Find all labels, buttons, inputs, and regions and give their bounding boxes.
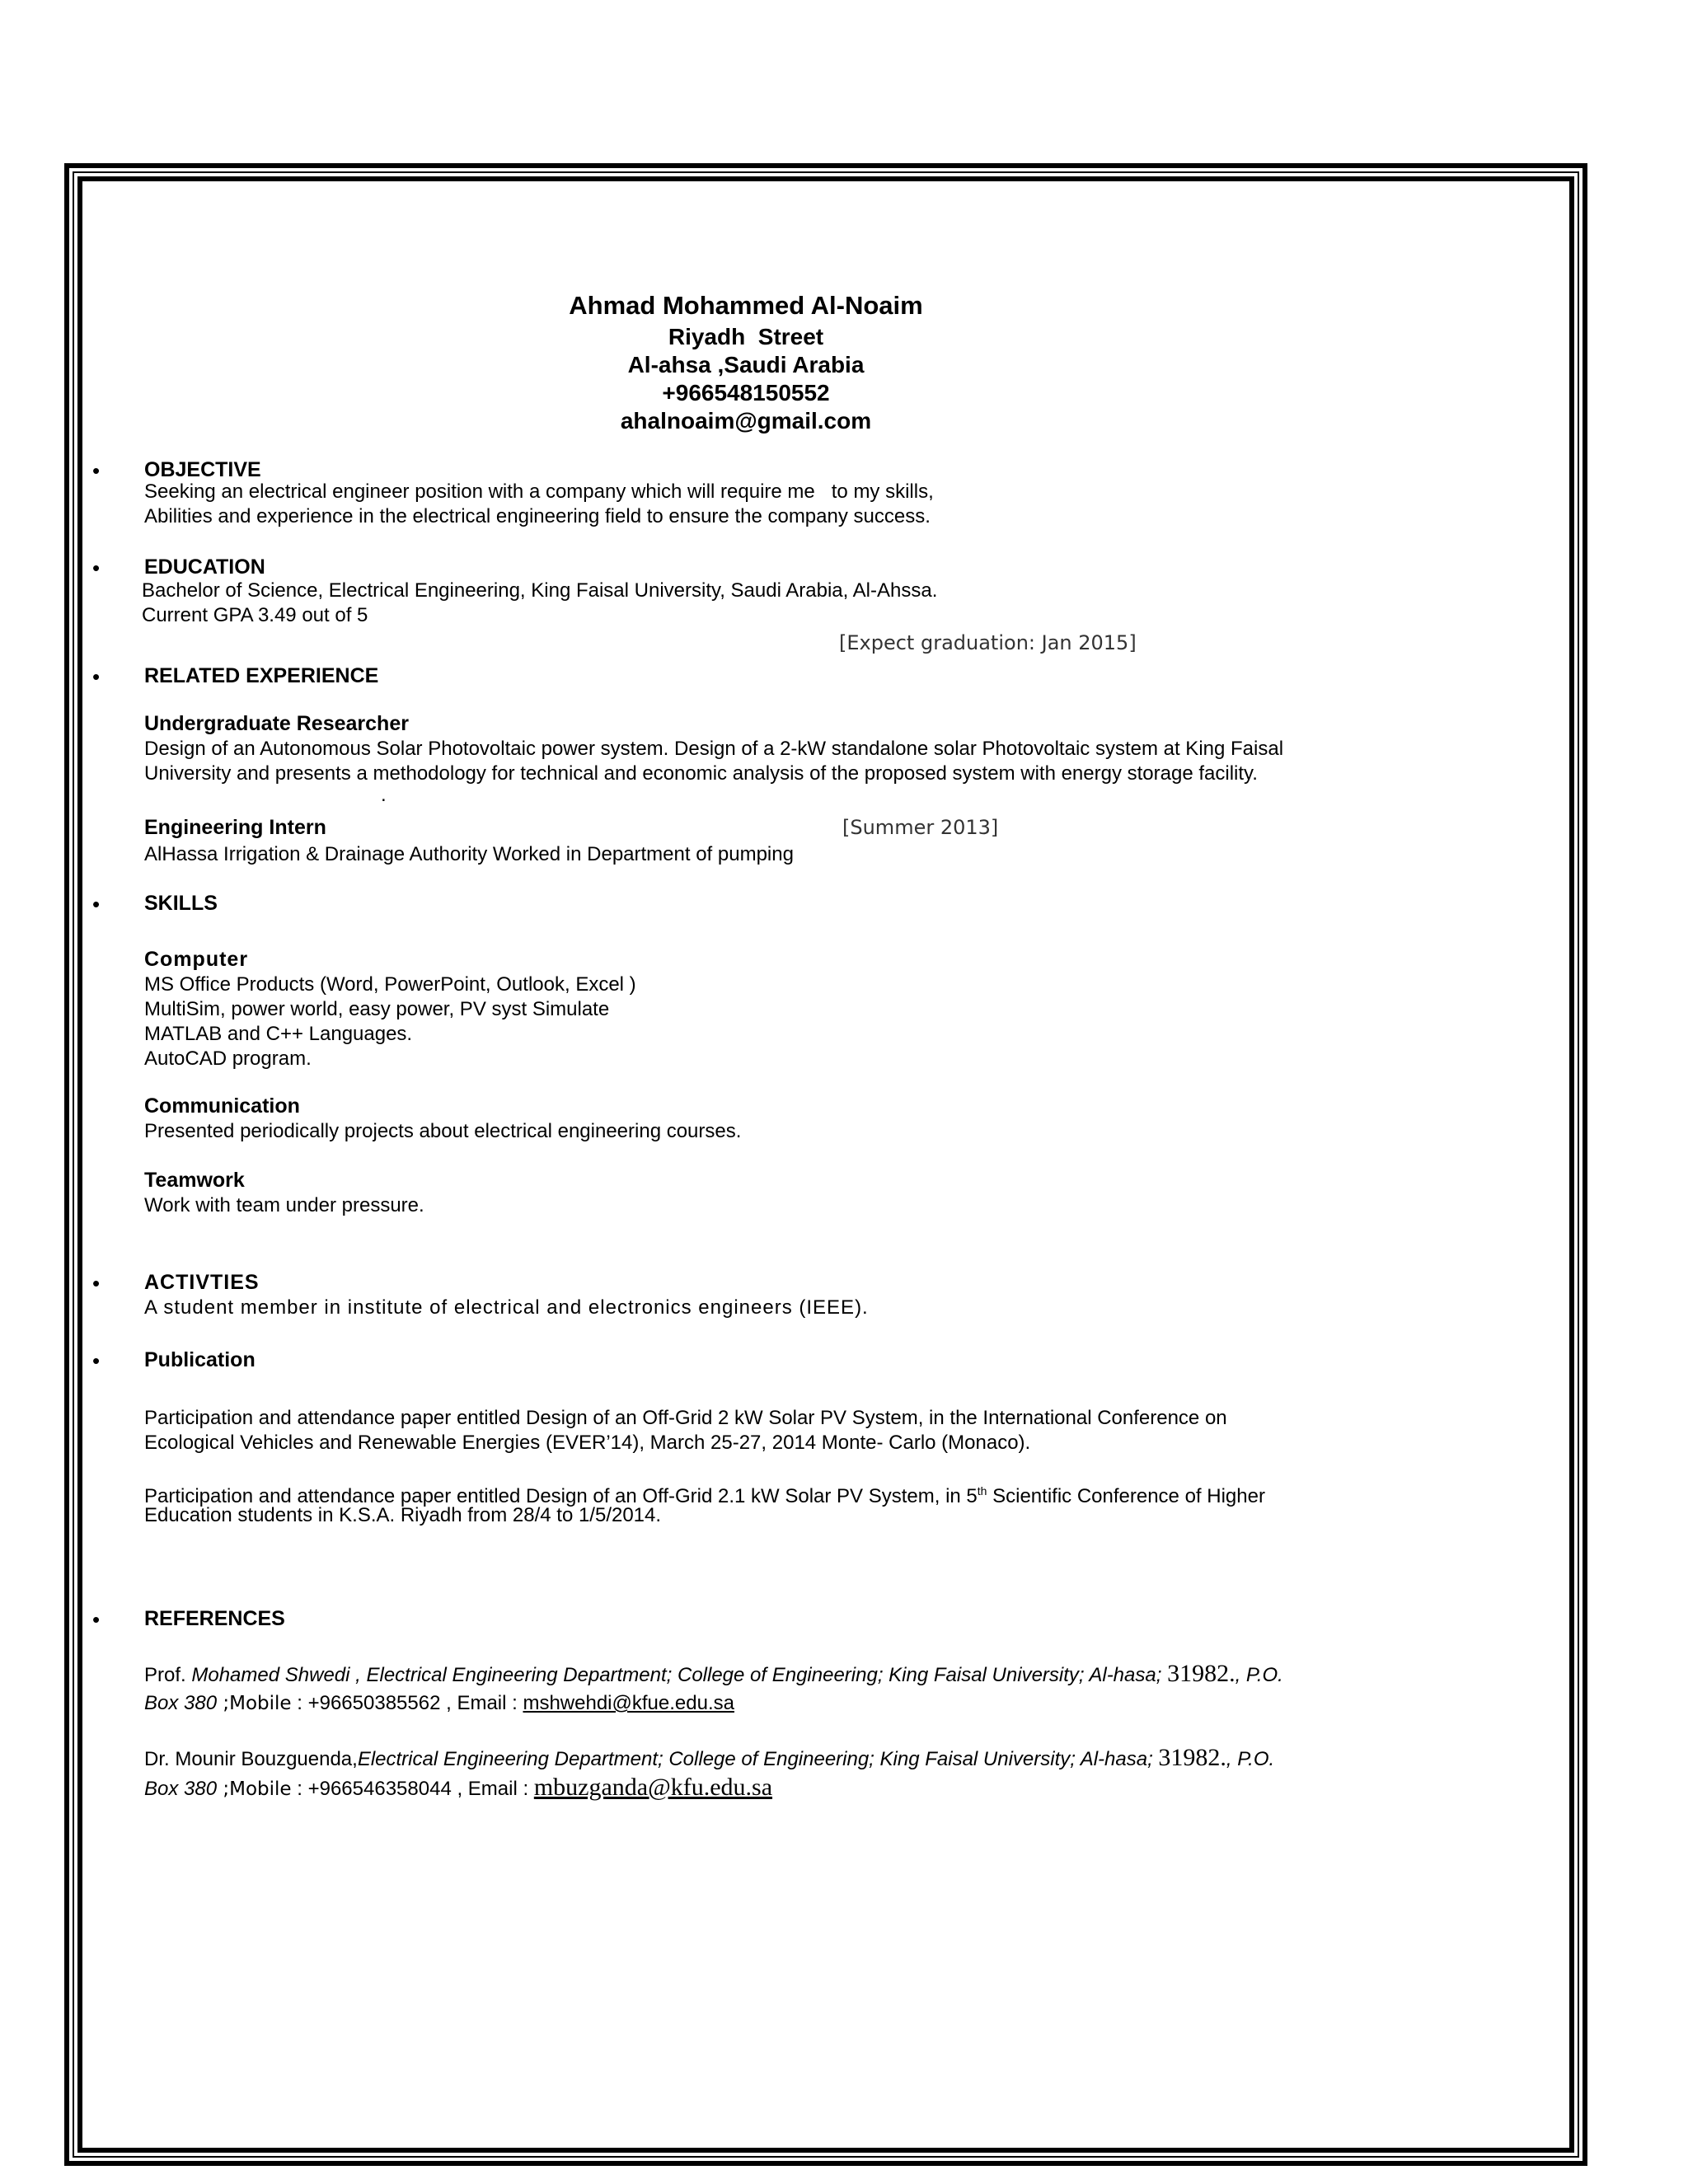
reference-1-mobile-label: ;Mobile — [217, 1693, 292, 1714]
bullet-activities: • — [92, 1271, 101, 1296]
heading-references: REFERENCES — [144, 1607, 285, 1630]
reference-2-mobile-label: ;Mobile — [217, 1779, 292, 1800]
education-degree: Bachelor of Science, Electrical Engineering, King Faisal University, Saudi Arabia, Al-Ahssa. — [142, 579, 938, 602]
education-gpa: Current GPA 3.49 out of 5 — [142, 604, 368, 626]
heading-activities: ACTIVTIES — [144, 1271, 260, 1294]
computer-item-2: MultiSim, power world, easy power, PV syst Simulate — [144, 998, 610, 1020]
publication-2-line-2: Education students in K.S.A. Riyadh from 28/4 to 1/5/2014. — [144, 1504, 662, 1526]
reference-1-prefix: Prof. — [144, 1664, 192, 1686]
page-border-inner — [77, 176, 1574, 2153]
reference-1-line-1 — [144, 1661, 1283, 1688]
researcher-line-1: Design of an Autonomous Solar Photovoltaic power system. Design of a 2-kW standalone solar Photovoltaic system at King Faisal — [144, 738, 1284, 760]
objective-line-2: Abilities and experience in the electrical engineering field to ensure the company success. — [144, 505, 931, 527]
reference-2-line-1 — [144, 1746, 1274, 1772]
computer-item-4: AutoCAD program. — [144, 1047, 312, 1070]
resume-header — [478, 288, 1014, 435]
researcher-line-2: University and presents a methodology for technical and economic analysis of the proposed system with energy storage facility. — [144, 762, 1258, 785]
reference-1-box: Box 380 — [144, 1692, 218, 1714]
reference-1-dept: , Electrical Engineering Department; College of Engineering; King Faisal University; Al-hasa; — [349, 1664, 1168, 1686]
publication-1-line-2: Ecological Vehicles and Renewable Energies (EVER’14), March 25-27, 2014 Monte- Carlo (Monaco). — [144, 1432, 1031, 1454]
reference-2-prefix: Dr. Mounir Bouzguenda, — [144, 1748, 358, 1770]
heading-education: EDUCATION — [144, 555, 265, 579]
phone-number: +966548150552 — [662, 380, 830, 405]
reference-2-mobile: : +966546358044 , Email : — [291, 1778, 534, 1800]
heading-objective: OBJECTIVE — [144, 458, 261, 481]
heading-experience: RELATED EXPERIENCE — [144, 664, 379, 687]
reference-2-dept: Electrical Engineering Department; College of Engineering; King Faisal University; Al-hasa; — [357, 1748, 1159, 1770]
bullet-objective: • — [92, 458, 101, 483]
intern-description: AlHassa Irrigation & Drainage Authority Worked in Department of pumping — [144, 843, 794, 865]
heading-skills: SKILLS — [144, 892, 218, 915]
reference-1-mobile: : +96650385562 , Email : — [291, 1692, 523, 1714]
address-street: Riyadh Street — [668, 324, 824, 349]
teamwork-title: Teamwork — [144, 1169, 245, 1192]
publication-2-ordinal: th — [977, 1484, 987, 1497]
computer-title: Computer — [144, 948, 249, 971]
bullet-publication: • — [92, 1348, 101, 1373]
publication-1-line-1: Participation and attendance paper entitled Design of an Off-Grid 2 kW Solar PV System, in the International Conference on — [144, 1407, 1227, 1429]
reference-1-name: Mohamed Shwedi — [191, 1664, 350, 1686]
heading-publication: Publication — [144, 1348, 256, 1371]
reference-1-po: , P.O. — [1235, 1664, 1283, 1686]
reference-1-line-2 — [144, 1691, 734, 1716]
computer-item-1: MS Office Products (Word, PowerPoint, Outlook, Excel ) — [144, 973, 636, 996]
teamwork-line: Work with team under pressure. — [144, 1194, 424, 1216]
intern-date: [Summer 2013] — [842, 816, 999, 839]
researcher-title: Undergraduate Researcher — [144, 712, 409, 735]
reference-2-po: , P.O. — [1226, 1748, 1275, 1770]
email-address: ahalnoaim@gmail.com — [620, 408, 872, 434]
activities-line: A student member in institute of electrical and electronics engineers (IEEE). — [144, 1296, 869, 1319]
publication-2-text-b: Scientific Conference of Higher — [987, 1485, 1265, 1507]
reference-2-line-2 — [144, 1775, 772, 1802]
reference-2-email-link[interactable]: mbuzganda@kfu.edu.sa — [533, 1774, 773, 1801]
intern-title: Engineering Intern — [144, 816, 326, 839]
graduation-date: [Expect graduation: Jan 2015] — [839, 631, 1137, 654]
bullet-references: • — [92, 1607, 101, 1632]
communication-title: Communication — [144, 1094, 300, 1118]
bullet-experience: • — [92, 664, 101, 689]
reference-1-email-link[interactable]: mshwehdi@kfue.edu.sa — [523, 1692, 734, 1714]
objective-line-1: Seeking an electrical engineer position with a company which will require me to my skills, — [144, 480, 934, 503]
publication-2-text-a: Participation and attendance paper entitled Design of an Off-Grid 2.1 kW Solar PV System, in 5 — [144, 1485, 978, 1507]
communication-line: Presented periodically projects about electrical engineering courses. — [144, 1120, 742, 1142]
computer-item-3: MATLAB and C++ Languages. — [144, 1023, 413, 1045]
address-city: Al-ahsa ,Saudi Arabia — [627, 352, 865, 377]
reference-2-zip: 31982. — [1158, 1744, 1226, 1771]
reference-2-box: Box 380 — [144, 1778, 218, 1800]
bullet-education: • — [92, 555, 101, 580]
bullet-skills: • — [92, 892, 101, 916]
applicant-name: Ahmad Mohammed Al-Noaim — [569, 291, 923, 320]
stray-dot: . — [381, 784, 387, 806]
reference-1-zip: 31982. — [1167, 1660, 1236, 1687]
